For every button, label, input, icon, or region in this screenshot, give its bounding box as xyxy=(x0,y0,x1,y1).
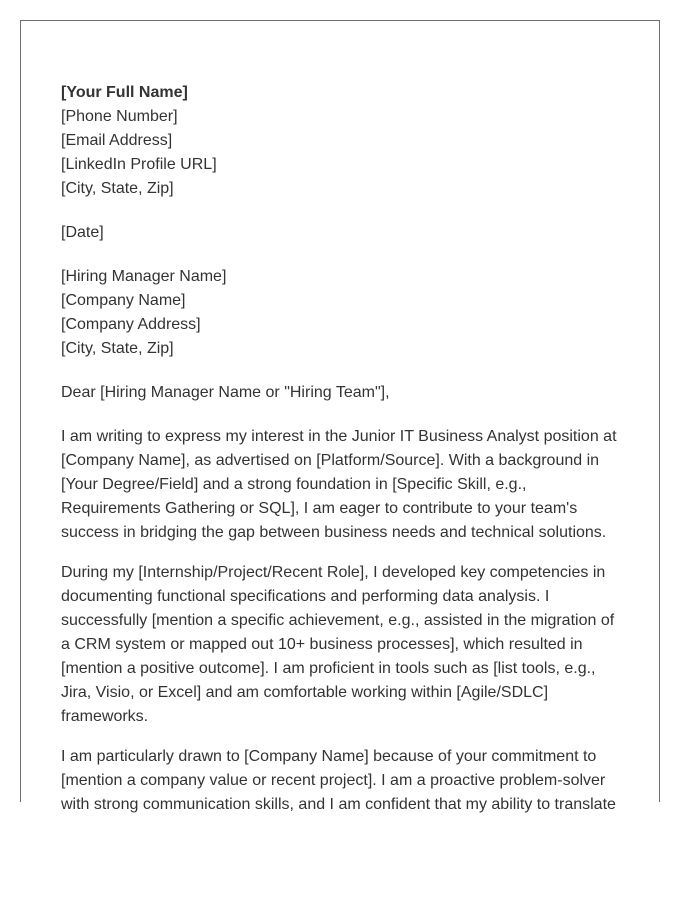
salutation-block xyxy=(61,381,626,405)
cover-letter-body xyxy=(61,81,626,833)
sender-phone: [Phone Number] xyxy=(61,108,178,125)
recipient-block xyxy=(61,265,626,361)
paragraph-intro: I am writing to express my interest in the Junior IT Business Analyst position at [Company Name], as advertised on [Platform/Source]. With a background in [Your Degree/Field] and a strong foundation in [Specific Skill, e.g., Requirements Gathering or SQL], I am eager to contribute to your team's success in bridging the gap between business needs and technical solutions. xyxy=(61,428,617,541)
date-block xyxy=(61,221,626,245)
paragraph-experience: During my [Internship/Project/Recent Role], I developed key competencies in documenting functional specifications and performing data analysis. I successfully [mention a specific achievement, e.g., assisted in the migration of a CRM system or mapped out 10+ business processes], which resulted in [mention a positive outcome]. I am proficient in tools such as [list tools, e.g., Jira, Visio, or Excel] and am comfortable working within [Agile/SDLC] frameworks. xyxy=(61,564,615,725)
document-page xyxy=(20,20,660,813)
sender-block xyxy=(61,81,626,201)
recipient-location: [City, State, Zip] xyxy=(61,340,174,357)
sender-location: [City, State, Zip] xyxy=(61,180,174,197)
salutation: Dear [Hiring Manager Name or "Hiring Team"], xyxy=(61,384,390,401)
paragraph-motivation: I am particularly drawn to [Company Name] because of your commitment to [mention a company value or recent project]. I am a proactive problem-solver with strong communication skills, and I am confident that my ability to translate xyxy=(61,748,616,813)
sender-email: [Email Address] xyxy=(61,132,173,149)
recipient-address: [Company Address] xyxy=(61,316,201,333)
recipient-name: [Hiring Manager Name] xyxy=(61,268,227,285)
sender-name: [Your Full Name] xyxy=(61,84,188,101)
sender-linkedin: [LinkedIn Profile URL] xyxy=(61,156,217,173)
recipient-company: [Company Name] xyxy=(61,292,186,309)
letter-date: [Date] xyxy=(61,224,104,241)
